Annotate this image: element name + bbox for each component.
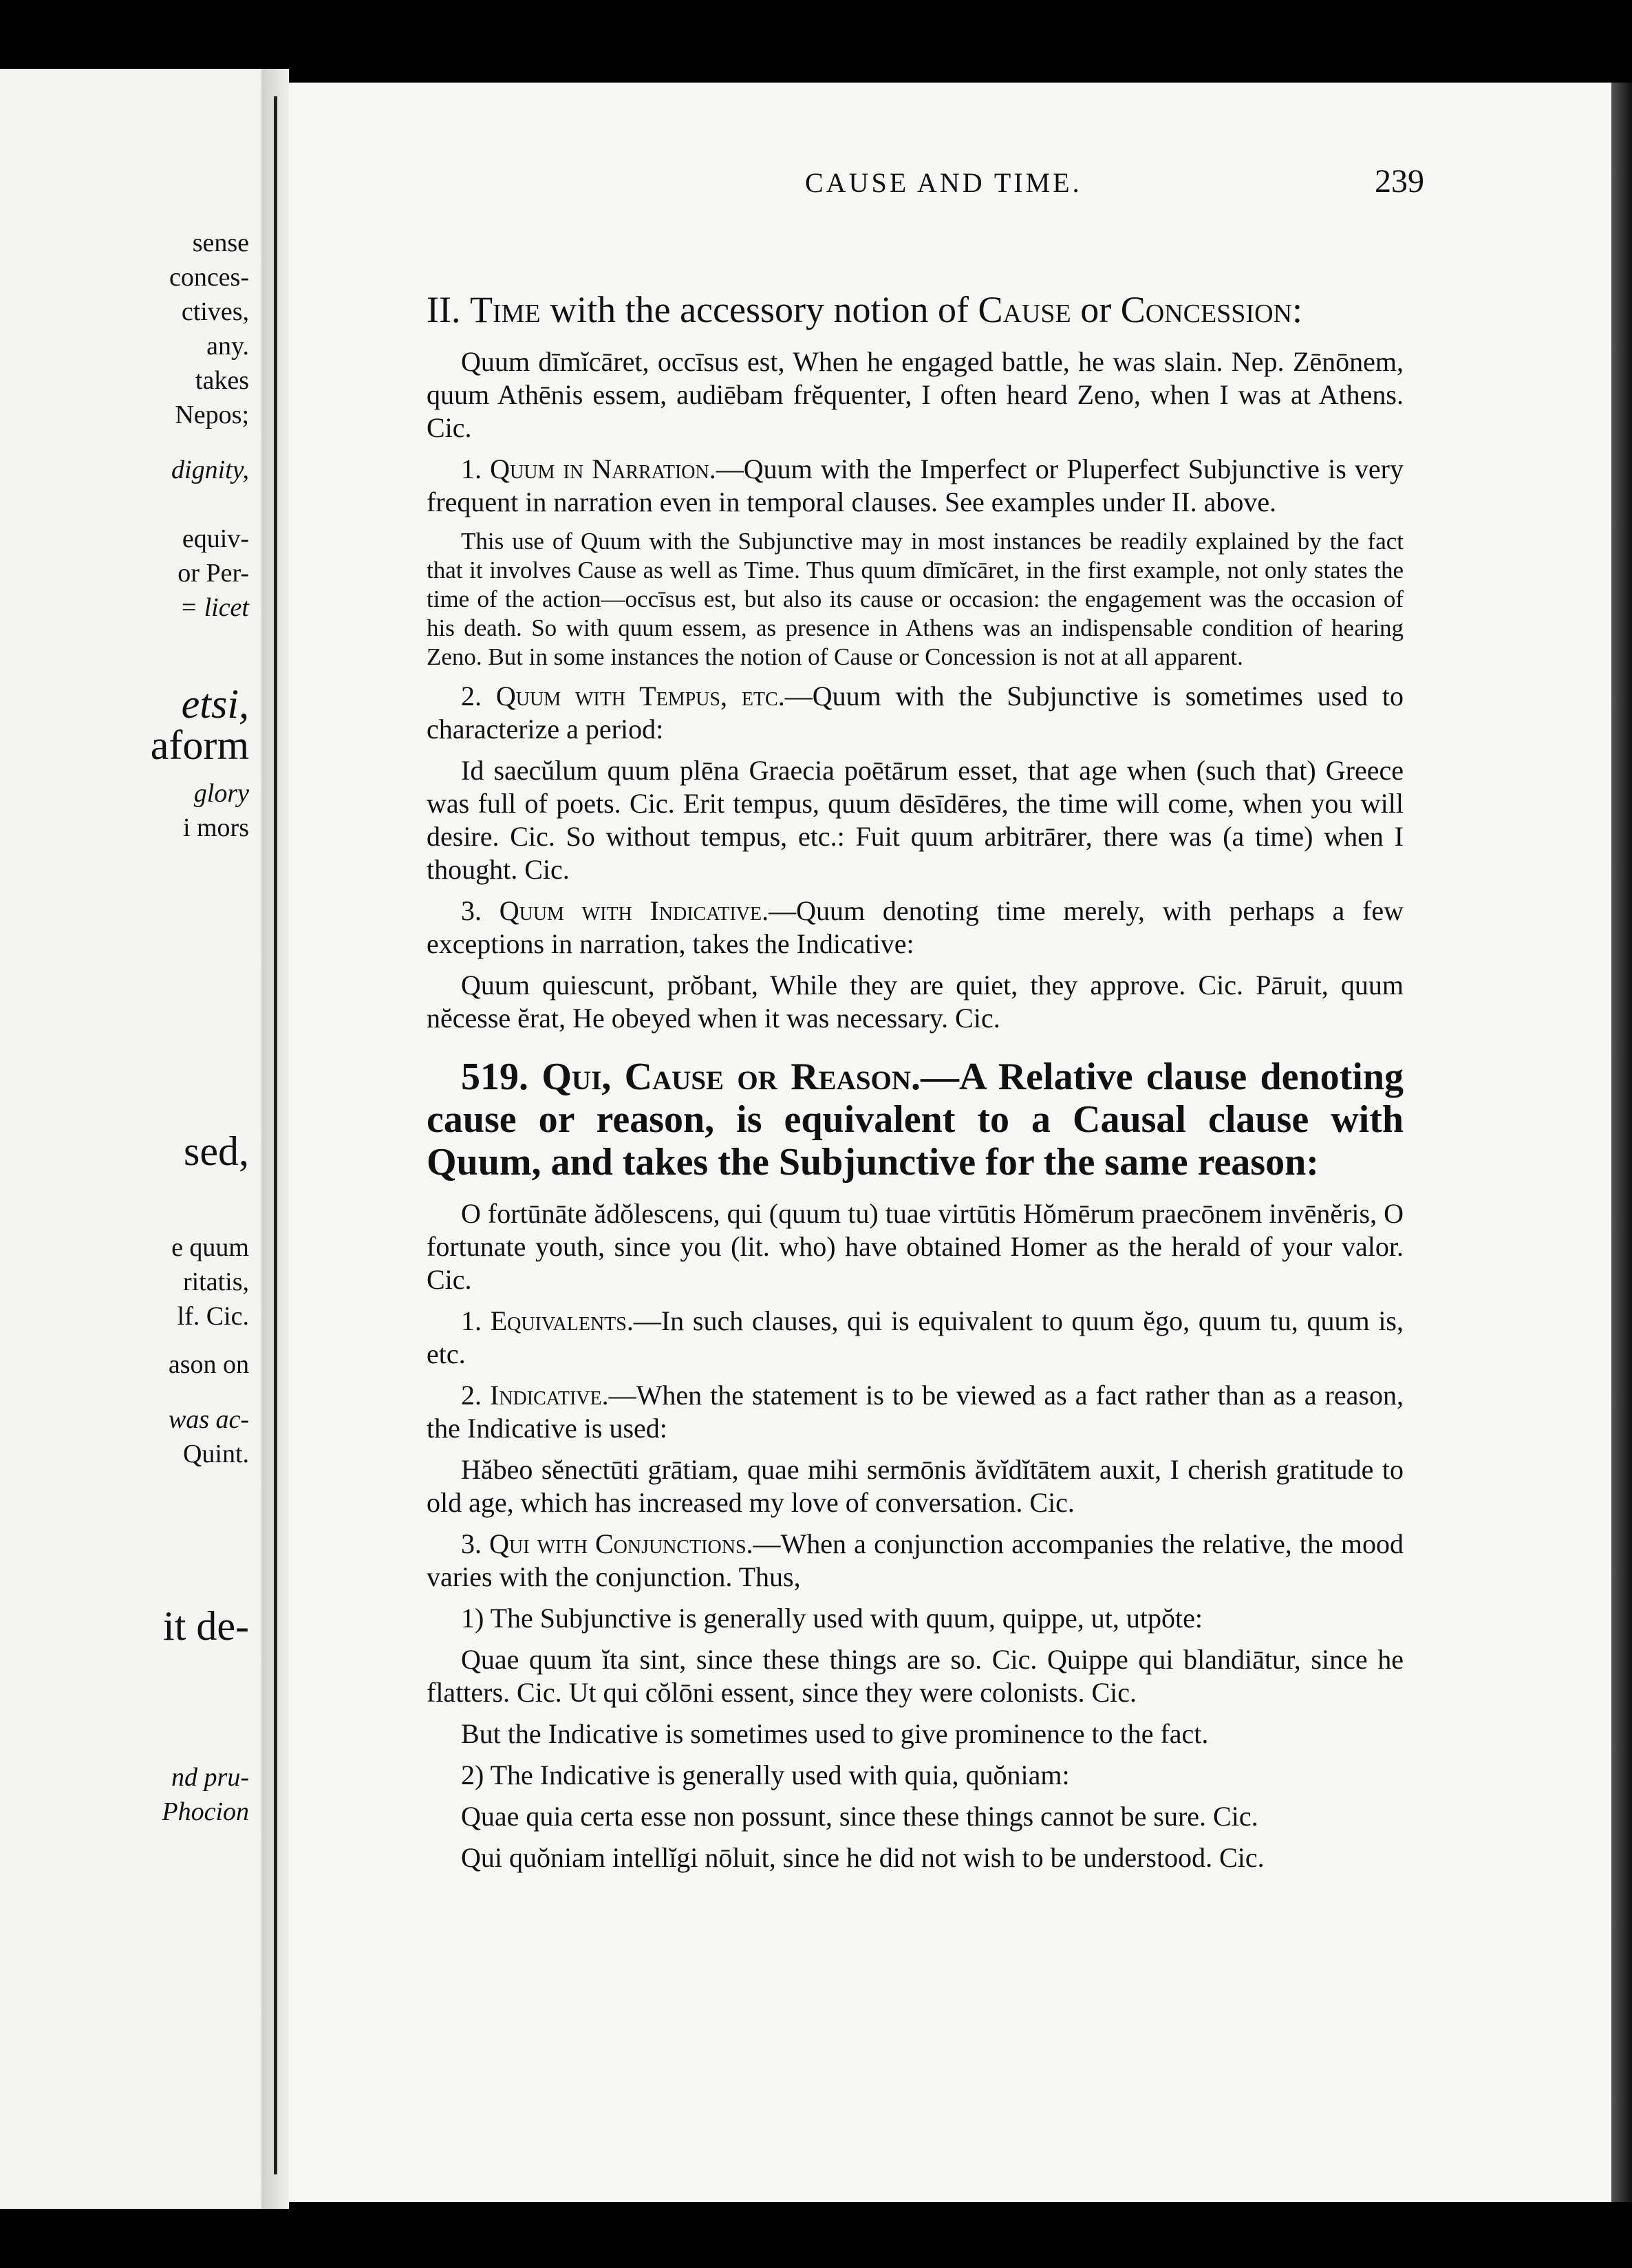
note-qui-conjunctions: 3. Qui with Conjunctions.—When a conjunction accompanies the relative, the mood varies with the conjunction. Thus,	[427, 1528, 1404, 1592]
running-head: CAUSE AND TIME.	[805, 167, 1082, 198]
page-edge	[1611, 83, 1632, 2202]
example-paragraph: Quum quiescunt, prŏbant, While they are quiet, they approve. Cic. Pāruit, quum nĕcesse ĕrat, He obeyed when it was necessary. Cic.	[427, 970, 1404, 1034]
page-header	[509, 158, 1424, 200]
example-paragraph: Quae quum ĭta sint, since these things are so. Cic. Quippe qui blandiātur, since he flatters. Cic. Ut qui cŏlōni essent, since they were colonists. Cic.	[427, 1644, 1404, 1708]
page-number: 239	[1375, 163, 1424, 200]
page-content	[427, 289, 1404, 1883]
left-page-text-fragment: ctives,	[181, 297, 249, 326]
subnote-subjunctive: 1) The Subjunctive is generally used with quum, quippe, ut, utpŏte:	[461, 1603, 1203, 1634]
left-page-text-fragment: equiv-	[182, 524, 249, 553]
spine-line	[274, 96, 277, 2174]
left-page-text-fragment: nd pru-	[171, 1763, 249, 1792]
left-page-text-fragment: conces-	[169, 263, 249, 292]
note-quum-indicative: 3. Quum with Indicative.—Quum denoting time merely, with perhaps a few exceptions in narration, takes the Indicative:	[427, 895, 1404, 959]
left-page-text-fragment: etsi,	[181, 681, 249, 727]
note-equivalents: 1. Equivalents.—In such clauses, qui is equivalent to quum ĕgo, quum tu, quum is, etc.	[427, 1305, 1404, 1369]
left-page-text-fragment: sense	[192, 228, 249, 257]
left-page-text-fragment: i mors	[182, 813, 249, 842]
left-page-text-fragment: Phocion	[162, 1797, 249, 1826]
example-paragraph: Id saecŭlum quum plēna Graecia poētārum esset, that age when (such that) Greece was full of poets. Cic. Erit tempus, quum dēsīdēres, the time will come, when you will desire. Cic. So without tempus, etc.: Fuit quum arbitrārer, there was (a time) when I thought. Cic.	[427, 755, 1404, 885]
example-paragraph: Hăbeo sĕnectūti grātiam, quae mihi sermōnis ăvĭdĭtātem auxit, I cherish gratitude to old age, which has increased my love of conversation. Cic.	[427, 1454, 1404, 1518]
left-page-text-fragment: ason on	[168, 1350, 249, 1379]
left-page-text-fragment: takes	[195, 366, 249, 395]
left-page-text-fragment: any.	[206, 332, 249, 361]
left-page-text-fragment: = licet	[180, 593, 249, 622]
note-quum-narration: 1. Quum in Narration.—Quum with the Imperfect or Pluperfect Subjunctive is very frequent in narration even in temporal clauses. See examples under II. above.	[427, 453, 1404, 517]
left-page-text-fragment: lf. Cic.	[177, 1302, 249, 1331]
left-page-text-fragment: glory	[193, 779, 249, 808]
example-paragraph: Quum dīmĭcāret, occīsus est, When he engaged battle, he was slain. Nep. Zēnōnem, quum Athēnis essem, audiēbam frĕquenter, I often heard Zeno, when I was at Athens. Cic.	[427, 346, 1404, 443]
left-page-text-fragment: aform	[150, 723, 249, 768]
left-page-fragment	[0, 69, 261, 2209]
subnote-indicative: 2) The Indicative is generally used with quia, quŏniam:	[461, 1759, 1070, 1790]
left-page-text-fragment: it de-	[163, 1603, 249, 1649]
left-page-text-fragment: Nepos;	[175, 400, 249, 429]
note-quum-tempus: 2. Quum with Tempus, etc.—Quum with the Subjunctive is sometimes used to characterize a period:	[427, 681, 1404, 745]
note-indicative: 2. Indicative.—When the statement is to be viewed as a fact rather than as a reason, the Indicative is used:	[427, 1380, 1404, 1444]
left-page-text-fragment: was ac-	[168, 1405, 249, 1434]
left-page-text-fragment: ritatis,	[182, 1267, 249, 1296]
section-519: 519. Qui, Cause or Reason.—A Relative clause denoting cause or reason, is equivalent to a Causal clause with Quum, and takes the Subjunctive for the same reason:	[427, 1056, 1404, 1184]
left-page-text-fragment: e quum	[171, 1233, 249, 1262]
example-paragraph: Quae quia certa esse non possunt, since these things cannot be sure. Cic.	[461, 1801, 1258, 1832]
left-page-text-fragment: dignity,	[171, 456, 249, 484]
example-paragraph: O fortūnāte ădŏlescens, qui (quum tu) tuae virtūtis Hŏmērum praecōnem invēnĕris, O fortunate youth, since you (lit. who) have obtained Homer as the herald of your valor. Cic.	[427, 1198, 1404, 1295]
subnote-indicative-prominence: But the Indicative is sometimes used to give prominence to the fact.	[461, 1718, 1209, 1749]
example-paragraph: Qui quŏniam intellĭgi nōluit, since he did not wish to be understood. Cic.	[461, 1842, 1265, 1873]
small-print-note: This use of Quum with the Subjunctive may in most instances be readily explained by the fact that it involves Cause as well as Time. Thus quum dīmĭcāret, in the first example, not only states the time of the action—occīsus est, but also its cause or occasion: the engagement was the occasion of his death. So with quum essem, as presence in Athens was an indispensable condition of hearing Zeno. But in some instances the notion of Cause or Concession is not at all apparent.	[427, 528, 1404, 670]
left-page-text-fragment: or Per-	[178, 559, 249, 588]
section-heading-II: II. Time with the accessory notion of Cause or Concession:	[427, 289, 1302, 330]
left-page-text-fragment: sed,	[184, 1128, 249, 1174]
left-page-text-fragment: Quint.	[182, 1440, 249, 1468]
